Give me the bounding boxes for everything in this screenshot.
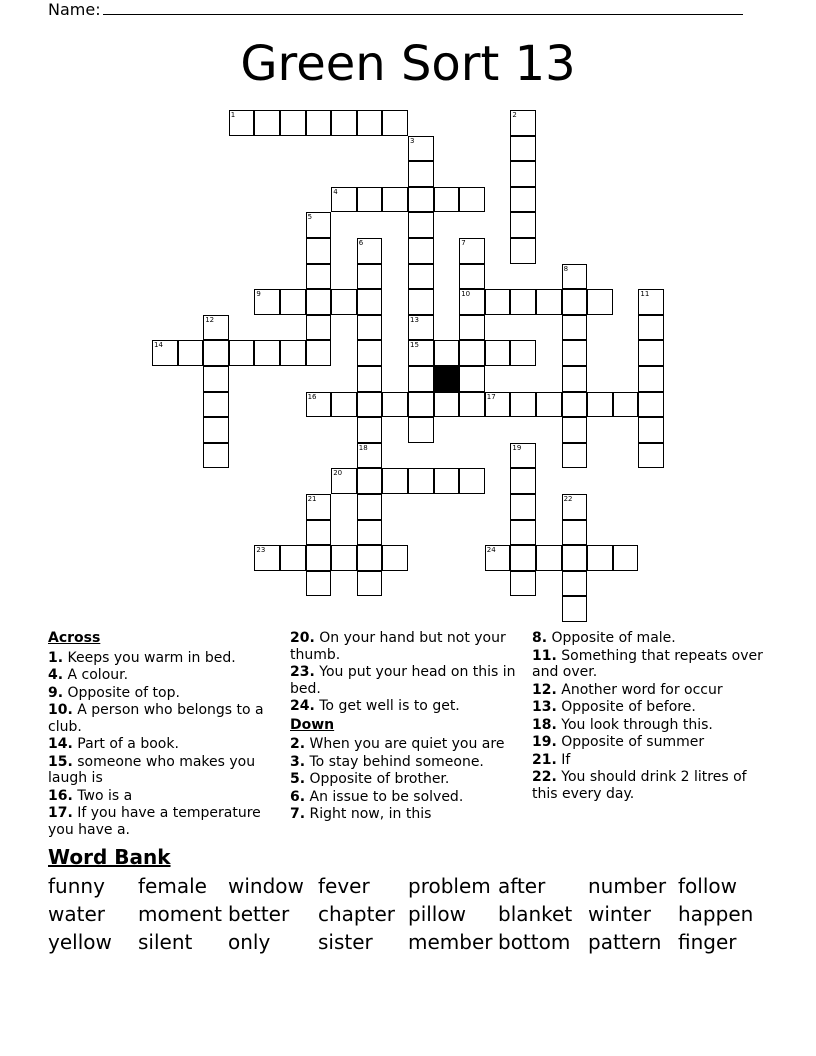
clue-num: 5. <box>290 771 306 787</box>
grid-cell[interactable] <box>434 187 460 213</box>
down-heading: Down <box>290 716 335 733</box>
grid-cell[interactable] <box>562 289 588 315</box>
clue-text: Opposite of top. <box>63 684 180 701</box>
grid-cell[interactable] <box>306 520 332 546</box>
clue-num: 16. <box>48 787 73 804</box>
grid-cell[interactable] <box>408 366 434 392</box>
grid-cell[interactable] <box>382 110 408 136</box>
clue-number: 12 <box>205 315 215 324</box>
clue-num: 24. <box>290 698 315 714</box>
grid-cell[interactable] <box>510 340 536 366</box>
grid-cell[interactable] <box>562 571 588 597</box>
grid-cell[interactable] <box>408 264 434 290</box>
word-bank-word: funny <box>48 874 105 898</box>
grid-cell[interactable] <box>331 110 357 136</box>
grid-cell[interactable] <box>510 520 536 546</box>
grid-cell[interactable] <box>357 340 383 366</box>
grid-cell[interactable] <box>536 545 562 571</box>
word-bank-word: moment <box>138 902 223 926</box>
clue-num: 2. <box>290 736 306 752</box>
grid-cell[interactable] <box>510 136 536 162</box>
clue-num: 4. <box>48 667 64 683</box>
grid-cell[interactable] <box>459 187 485 213</box>
across-heading: Across <box>48 630 101 646</box>
clue-num: 19. <box>532 734 557 750</box>
clue-number: 18 <box>358 443 368 452</box>
grid-cell[interactable] <box>306 315 332 341</box>
clue <box>290 754 520 771</box>
clue-number: 2 <box>512 111 517 119</box>
grid-cell[interactable] <box>434 340 460 366</box>
grid-cell[interactable] <box>459 315 485 341</box>
clue-number: 24 <box>486 546 496 555</box>
grid-cell[interactable] <box>306 571 332 597</box>
grid-cell[interactable] <box>331 545 357 571</box>
clue <box>290 630 520 663</box>
word-bank-word: better <box>228 902 290 926</box>
name-label: Name: <box>48 0 101 19</box>
clue <box>532 752 767 769</box>
clue-number: 13 <box>410 315 419 324</box>
clue-text: A colour. <box>63 667 129 683</box>
grid-cell[interactable] <box>408 187 434 213</box>
clue-text: To get well is to get. <box>314 698 460 714</box>
word-bank-word: winter <box>588 902 651 926</box>
word-bank-word: bottom <box>498 930 571 954</box>
grid-cell[interactable] <box>357 110 383 136</box>
clue-number: 20 <box>333 469 343 478</box>
clue-number: 1 <box>230 111 236 119</box>
grid-cell[interactable] <box>229 340 255 366</box>
clue-num: 1. <box>48 649 64 666</box>
word-bank-word: silent <box>138 930 193 954</box>
word-bank-word: number <box>588 874 667 898</box>
clue-text: On your hand but not your thumb. <box>290 630 506 663</box>
grid-cell[interactable] <box>280 340 306 366</box>
clue-num: 15. <box>48 753 73 770</box>
clue-text: When you are quiet you are <box>305 736 505 752</box>
clue <box>48 702 278 735</box>
grid-cell[interactable] <box>280 110 306 136</box>
clue-text: A person who belongs to a club. <box>48 702 264 735</box>
grid-cell[interactable] <box>638 417 664 443</box>
grid-cell[interactable] <box>510 494 536 520</box>
clue <box>48 788 278 805</box>
clue-text: Opposite of male. <box>547 630 676 646</box>
grid-cell[interactable] <box>510 545 536 571</box>
grid-cell[interactable] <box>459 366 485 392</box>
word-bank-title: Word Bank <box>48 845 171 869</box>
clue-text: If <box>556 751 571 768</box>
grid-cell[interactable] <box>203 392 229 418</box>
word-bank-word: happen <box>678 902 754 926</box>
clue-text: Opposite of brother. <box>305 771 450 787</box>
clue-num: 9. <box>48 684 64 701</box>
clue <box>290 806 520 823</box>
grid-cell[interactable] <box>562 340 588 366</box>
grid-cell[interactable] <box>638 366 664 392</box>
grid-cell[interactable] <box>203 443 229 469</box>
clue-text: Right now, in this <box>305 806 432 822</box>
clue <box>532 630 767 647</box>
grid-cell[interactable] <box>306 238 332 264</box>
word-bank-word: finger <box>678 930 737 954</box>
word-bank-word: water <box>48 902 105 926</box>
clue-text: You look through this. <box>556 716 713 733</box>
grid-cell[interactable] <box>408 289 434 315</box>
clue-text: To stay behind someone. <box>305 753 484 770</box>
grid-cell[interactable] <box>510 289 536 315</box>
clue-num: 21. <box>532 751 557 768</box>
word-bank-word: fever <box>318 874 370 898</box>
word-bank-word: blanket <box>498 902 573 926</box>
clue <box>290 736 520 753</box>
grid-cell[interactable] <box>638 443 664 469</box>
grid-cell[interactable] <box>408 161 434 187</box>
clue-text: An issue to be solved. <box>305 788 464 805</box>
clue-text: Opposite of before. <box>556 699 696 715</box>
grid-cell[interactable] <box>203 366 229 392</box>
grid-cell[interactable] <box>203 340 229 366</box>
clue-num: 13. <box>532 699 557 715</box>
clue-number: 21 <box>307 495 317 503</box>
clue <box>532 717 767 734</box>
clue <box>290 789 520 806</box>
grid-cell[interactable] <box>357 468 383 494</box>
grid-cell[interactable] <box>485 289 511 315</box>
grid-cell[interactable] <box>408 392 434 418</box>
grid-cell[interactable] <box>587 545 613 571</box>
grid-cell[interactable] <box>357 289 383 315</box>
clue-num: 18. <box>532 716 557 733</box>
grid-cell[interactable] <box>638 340 664 366</box>
clue-number: 22 <box>563 495 573 503</box>
clue <box>290 664 520 697</box>
grid-cell[interactable] <box>434 468 460 494</box>
clue-number: 15 <box>410 341 419 350</box>
page-title: Green Sort 13 <box>240 36 576 92</box>
clue-number: 5 <box>307 213 313 222</box>
grid-cell[interactable] <box>562 366 588 392</box>
clue-number: 19 <box>512 443 522 452</box>
grid-cell[interactable] <box>613 545 639 571</box>
grid-cell[interactable] <box>357 264 383 290</box>
clue <box>48 667 278 684</box>
clue-number: 14 <box>154 341 163 350</box>
grid-cell[interactable] <box>536 392 562 418</box>
clue-number: 11 <box>640 290 650 299</box>
clue-text: You should drink 2 litres of this every day. <box>532 769 747 802</box>
clue <box>48 650 278 667</box>
grid-cell[interactable] <box>587 392 613 418</box>
word-bank-word: yellow <box>48 930 112 954</box>
clues-column-3 <box>532 630 767 803</box>
clue <box>48 754 278 787</box>
clue <box>48 685 278 702</box>
grid-cell[interactable] <box>382 468 408 494</box>
clue-text: Opposite of summer <box>556 734 705 750</box>
clue-number: 3 <box>410 136 415 145</box>
clue-num: 3. <box>290 753 306 770</box>
clue-num: 7. <box>290 806 306 822</box>
grid-cell[interactable] <box>254 340 280 366</box>
clue-num: 6. <box>290 788 306 805</box>
clue-text: someone who makes you laugh is <box>48 753 256 786</box>
grid-cell[interactable] <box>638 392 664 418</box>
grid-cell[interactable] <box>306 264 332 290</box>
clue-text: You put your head on this in bed. <box>290 664 516 697</box>
clue-text: Keeps you warm in bed. <box>63 649 236 666</box>
word-bank-word: only <box>228 930 271 954</box>
clue-text: If you have a temperature you have a. <box>48 805 261 838</box>
clue-number: 9 <box>256 290 261 299</box>
clue-number: 17 <box>486 392 496 401</box>
grid-cell[interactable] <box>306 545 332 571</box>
grid-cell[interactable] <box>382 187 408 213</box>
grid-cell[interactable] <box>408 212 434 238</box>
grid-cell[interactable] <box>280 289 306 315</box>
grid-cell[interactable] <box>357 571 383 597</box>
clue <box>532 682 767 699</box>
grid-cell[interactable] <box>459 340 485 366</box>
grid-cell[interactable] <box>178 340 204 366</box>
word-bank-word: after <box>498 874 546 898</box>
clue <box>532 734 767 751</box>
clue-number: 10 <box>461 290 471 299</box>
grid-cell[interactable] <box>510 212 536 238</box>
clue <box>290 771 520 788</box>
clue-num: 17. <box>48 805 73 821</box>
grid-cell[interactable] <box>357 417 383 443</box>
clue-num: 23. <box>290 664 315 680</box>
clue-text: Something that repeats over and over. <box>532 647 763 680</box>
grid-cell[interactable] <box>434 392 460 418</box>
grid-cell[interactable] <box>613 392 639 418</box>
grid-cell[interactable] <box>510 187 536 213</box>
grid-cell[interactable] <box>459 264 485 290</box>
word-bank-word: female <box>138 874 207 898</box>
grid-cell[interactable] <box>306 110 332 136</box>
clue-num: 10. <box>48 702 73 718</box>
grid-cell[interactable] <box>408 468 434 494</box>
clue-number: 4 <box>333 187 338 196</box>
grid-cell[interactable] <box>357 392 383 418</box>
grid-cell[interactable] <box>510 392 536 418</box>
clue-num: 20. <box>290 630 315 646</box>
name-line[interactable] <box>103 14 743 15</box>
grid-cell[interactable] <box>280 545 306 571</box>
clue-number: 23 <box>256 546 266 555</box>
word-bank-word: pattern <box>588 930 662 954</box>
grid-cell[interactable] <box>459 392 485 418</box>
grid-cell[interactable] <box>562 545 588 571</box>
grid-cell[interactable] <box>510 161 536 187</box>
clues-column-1 <box>48 630 278 839</box>
black-cell <box>434 366 460 392</box>
grid-cell[interactable] <box>331 392 357 418</box>
grid-cell[interactable] <box>562 392 588 418</box>
word-bank-word: window <box>228 874 304 898</box>
word-bank-word: sister <box>318 930 373 954</box>
grid-cell[interactable] <box>357 315 383 341</box>
clue-number: 16 <box>307 392 317 401</box>
clue <box>532 769 767 802</box>
word-bank-word: member <box>408 930 493 954</box>
clue <box>290 698 520 715</box>
clue-num: 14. <box>48 736 73 752</box>
grid-cell[interactable] <box>203 417 229 443</box>
grid-cell[interactable] <box>638 315 664 341</box>
grid-cell[interactable] <box>510 571 536 597</box>
clue-number: 6 <box>358 239 364 247</box>
grid-cell[interactable] <box>485 340 511 366</box>
word-bank-word: pillow <box>408 902 466 926</box>
clue <box>532 648 767 681</box>
grid-cell[interactable] <box>357 494 383 520</box>
grid-cell[interactable] <box>562 596 588 622</box>
clues-column-2 <box>290 630 520 824</box>
grid-cell[interactable] <box>562 315 588 341</box>
grid-cell[interactable] <box>357 187 383 213</box>
word-bank-word: chapter <box>318 902 395 926</box>
grid-cell[interactable] <box>510 238 536 264</box>
clue <box>48 736 278 753</box>
clue-num: 12. <box>532 681 557 698</box>
grid-cell[interactable] <box>357 366 383 392</box>
grid-cell[interactable] <box>382 545 408 571</box>
word-bank-word: follow <box>678 874 737 898</box>
grid-cell[interactable] <box>357 520 383 546</box>
grid-cell[interactable] <box>382 392 408 418</box>
clue-num: 22. <box>532 769 557 785</box>
grid-cell[interactable] <box>459 468 485 494</box>
clue-text: Another word for occur <box>556 681 723 698</box>
grid-cell[interactable] <box>510 468 536 494</box>
clue-num: 11. <box>532 647 557 664</box>
grid-cell[interactable] <box>408 417 434 443</box>
clue-num: 8. <box>532 630 548 646</box>
grid-cell[interactable] <box>587 289 613 315</box>
clue-number: 7 <box>461 239 466 247</box>
grid-cell[interactable] <box>331 289 357 315</box>
grid-cell[interactable] <box>306 340 332 366</box>
grid-cell[interactable] <box>536 289 562 315</box>
grid-cell[interactable] <box>562 443 588 469</box>
grid-cell[interactable] <box>408 238 434 264</box>
clue <box>48 805 278 838</box>
clue-text: Two is a <box>72 787 133 804</box>
grid-cell[interactable] <box>357 545 383 571</box>
clue-number: 8 <box>563 264 569 273</box>
grid-cell[interactable] <box>254 110 280 136</box>
clue <box>532 699 767 716</box>
word-bank-word: problem <box>408 874 491 898</box>
grid-cell[interactable] <box>562 417 588 443</box>
grid-cell[interactable] <box>562 520 588 546</box>
grid-cell[interactable] <box>306 289 332 315</box>
clue-text: Part of a book. <box>72 736 179 752</box>
